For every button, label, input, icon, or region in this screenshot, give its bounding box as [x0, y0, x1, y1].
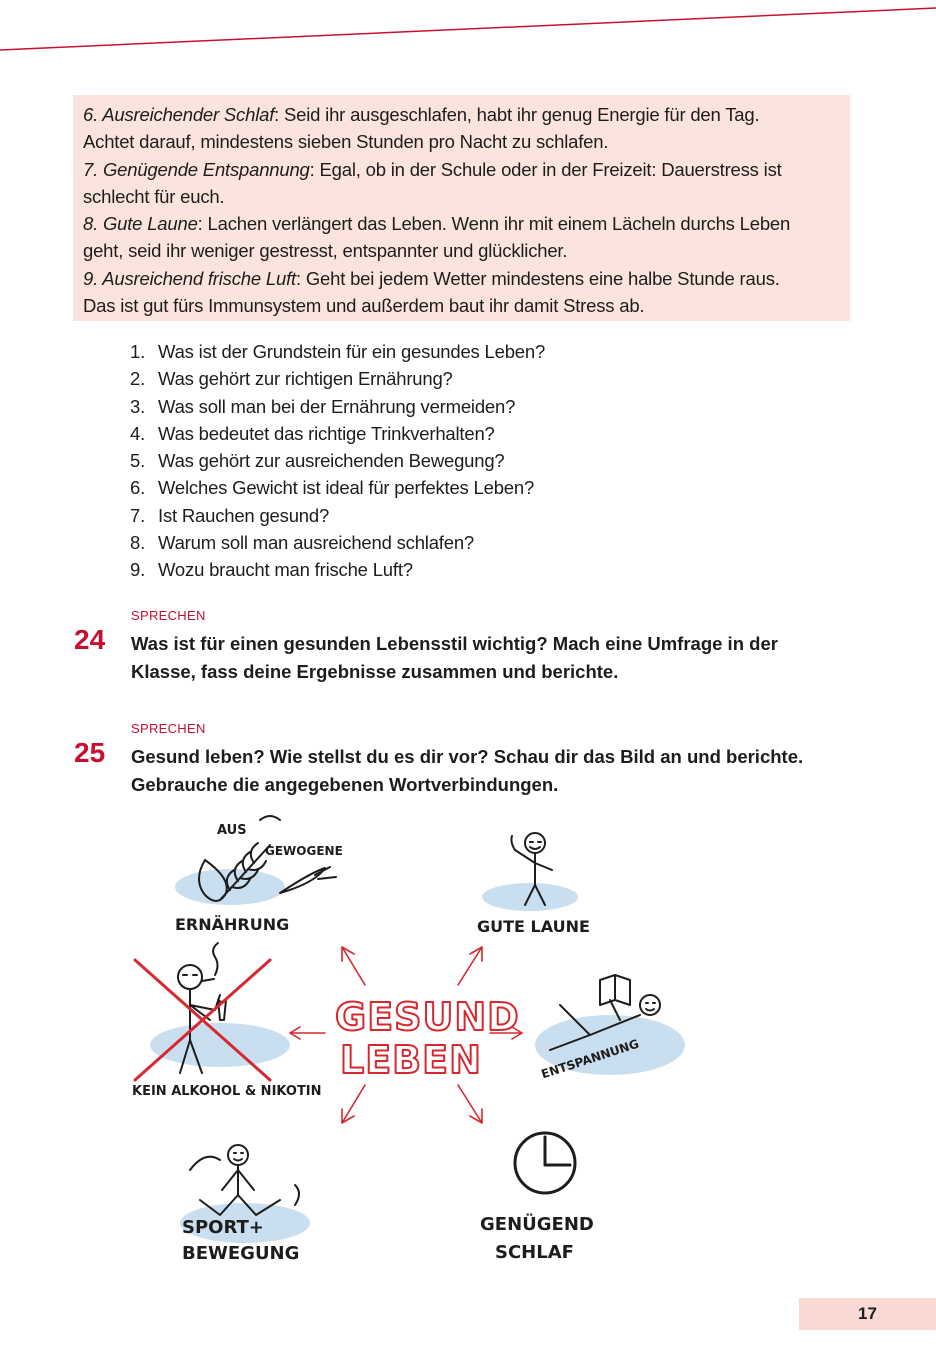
- nutrition-drawing: [175, 816, 336, 905]
- task-24-number: 24: [74, 624, 106, 655]
- question-item: 7. Ist Rauchen gesund?: [130, 504, 330, 526]
- task-25-number: 25: [74, 737, 106, 768]
- info-line: Das ist gut fürs Immunsystem und außerdem baut ihr damit Stress ab.: [83, 295, 645, 317]
- question-list: [130, 338, 545, 584]
- question-item: 9. Wozu braucht man frische Luft?: [130, 559, 413, 581]
- page-number: 17: [799, 1298, 936, 1330]
- clock-icon: [515, 1133, 575, 1193]
- info-line: 8. Gute Laune: Lachen verlängert das Leben. Wenn ihr mit einem Lächeln durchs Leben: [83, 213, 791, 235]
- info-line: Achtet darauf, mindestens sieben Stunden pro Nacht zu schlafen.: [83, 131, 609, 153]
- question-item: 5. Was gehört zur ausreichenden Bewegung?: [130, 450, 505, 472]
- question-item: 8. Warum soll man ausreichend schlafen?: [130, 532, 475, 554]
- info-line: schlecht für euch.: [83, 185, 225, 207]
- healthy-life-illustration: [120, 805, 720, 1275]
- label-kein-alkohol-nikotin: KEIN ALKOHOL & NIKOTIN: [132, 1084, 322, 1099]
- info-line: 7. Genügende Entspannung: Egal, ob in der Schule oder in der Freizeit: Dauerstress ist: [83, 158, 782, 180]
- center-title-line2: LEBEN: [340, 1038, 482, 1082]
- task-25-instruction: Gesund leben? Wie stellst du es dir vor? Schau dir das Bild an und berichte. Gebrauche die angegebenen Wortverbindungen.: [131, 746, 804, 795]
- label-gewogene: GEWOGENE: [265, 844, 343, 858]
- info-line: 6. Ausreichender Schlaf: Seid ihr ausgeschlafen, habt ihr genug Energie für den Tag.: [83, 104, 760, 125]
- question-item: 3. Was soll man bei der Ernährung vermeiden?: [130, 395, 516, 417]
- label-schlaf-line2: SCHLAF: [495, 1242, 574, 1263]
- question-item: 6. Welches Gewicht ist ideal für perfektes Leben?: [130, 477, 535, 499]
- label-schlaf-line1: GENÜGEND: [480, 1214, 594, 1235]
- info-line: 9. Ausreichend frische Luft: Geht bei jedem Wetter mindestens eine halbe Stunde raus.: [83, 267, 780, 289]
- question-item: 1. Was ist der Grundstein für ein gesundes Leben?: [130, 341, 546, 362]
- label-entspannung: ENTSPANNUNG: [539, 1036, 641, 1082]
- label-sport-line1: SPORT+: [182, 1217, 264, 1238]
- task-24-instruction: Was ist für einen gesunden Lebensstil wichtig? Mach eine Umfrage in der Klasse, fass deine Ergebnisse zusammen und berichte.: [131, 633, 778, 682]
- info-line: geht, seid ihr weniger gestresst, entspannter und glücklicher.: [83, 240, 568, 262]
- task-24-section-label: SPRECHEN: [131, 608, 206, 623]
- good-mood-drawing: [482, 833, 578, 911]
- label-aus: AUS: [217, 823, 247, 838]
- top-rule: [0, 0, 936, 60]
- label-gute-laune: GUTE LAUNE: [477, 917, 590, 936]
- question-item: 4. Was bedeutet das richtige Trinkverhalten?: [130, 422, 495, 444]
- question-item: 2. Was gehört zur richtigen Ernährung?: [130, 368, 453, 390]
- info-box: [73, 95, 850, 321]
- center-title-line1: GESUND: [335, 995, 520, 1039]
- task-25-section-label: SPRECHEN: [131, 721, 206, 736]
- label-ernaehrung: ERNÄHRUNG: [175, 915, 290, 934]
- label-sport-line2: BEWEGUNG: [182, 1243, 300, 1264]
- relaxation-drawing: [535, 975, 685, 1075]
